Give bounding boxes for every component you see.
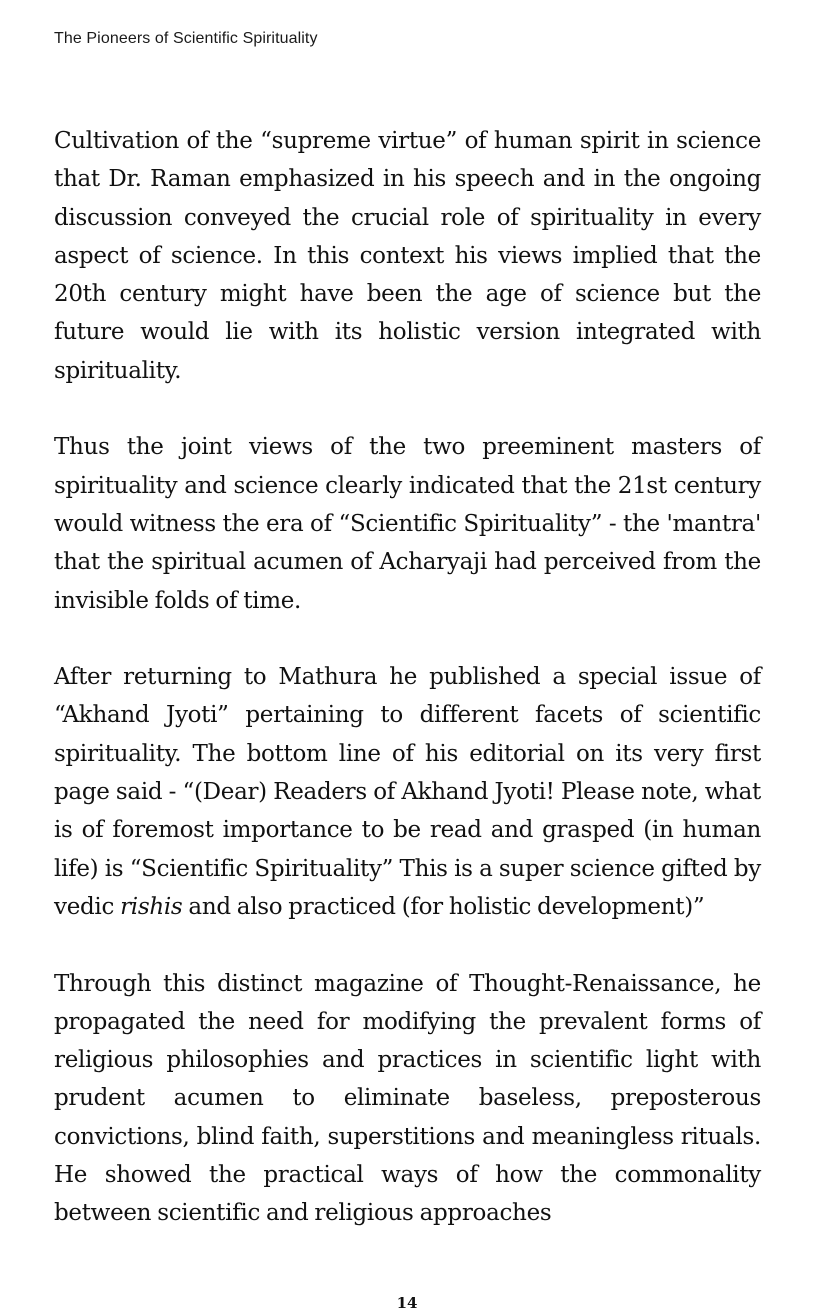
body-text: [54, 122, 761, 1233]
paragraph-3: [54, 658, 761, 926]
paragraph-3-text-after: and also practiced (for holistic development)”: [182, 893, 705, 920]
italic-rishis: rishis: [120, 893, 183, 920]
paragraph-1: Cultivation of the “supreme virtue” of human spirit in science that Dr. Raman emphasized in his speech and in the ongoing discussion conveyed the crucial role of spirituality in every aspect of science. In this context his views implied that the 20th century might have been the age of science but the future would lie with its holistic version integrated with spirituality.: [54, 128, 761, 384]
running-header: The Pioneers of Scientific Spirituality: [54, 30, 318, 47]
paragraph-4: Through this distinct magazine of Thought-Renaissance, he propagated the need for modifying the prevalent forms of religious philosophies and practices in scientific light with prudent acumen to eliminate baseless, preposterous convictions, blind faith, superstitions and meaningless rituals. He showed the practical ways of how the commonality between scientific and religious approaches: [54, 970, 761, 1227]
paragraph-2: Thus the joint views of the two preeminent masters of spirituality and science clearly indicated that the 21st century would witness the era of “Scientific Spirituality” - the 'mantra' that the spiritual acumen of Acharyaji had perceived from the invisible folds of time.: [54, 434, 761, 614]
page-number: 14: [396, 1294, 418, 1312]
paragraph-3-text: After returning to Mathura he published a special issue of “Akhand Jyoti” pertaining to different facets of scientific spirituality. The bottom line of his editorial on its very first page said - “(Dear) Readers of Akhand Jyoti! Please note, what is of foremost importance to be read and grasped (in human life) is “Scientific Spirituality” This is a super science gifted by vedic: [54, 664, 761, 920]
